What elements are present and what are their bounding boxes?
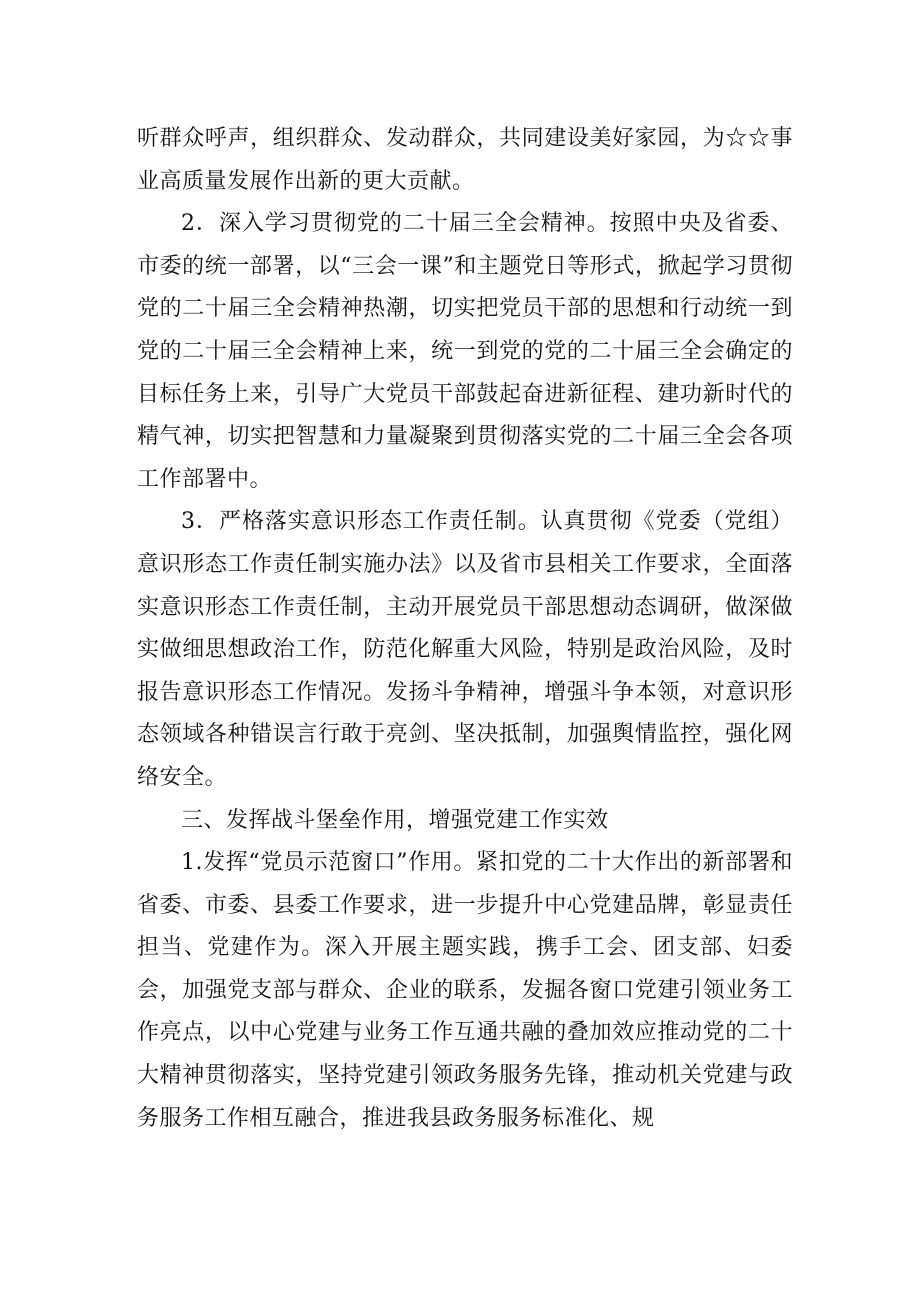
paragraph-continuation: 听群众呼声，组织群众、发动群众，共同建设美好家园，为☆☆事业高质量发展作出新的更大贡献。 [137, 126, 793, 194]
document-body [137, 118, 793, 1140]
paragraph-item-1: 1.发挥“党员示范窗口”作用。紧扣党的二十大作出的新部署和省委、市委、县委工作要求，进一步提升中心党建品牌，彰显责任担当、党建作为。深入开展主题实践，携手工会、团支部、妇委会，加强党支部与群众、企业的联系，发掘各窗口党建引领业务工作亮点，以中心党建与业务工作互通共融的叠加效应推动党的二十大精神贯彻落实，坚持党建引领政务服务先锋，推动机关党建与政务服务工作相互融合，推进我县政务服务标准化、规 [137, 850, 793, 1131]
section-heading: 三、发挥战斗堡垒作用，增强党建工作实效 [181, 807, 609, 833]
paragraph-item-3: 3．严格落实意识形态工作责任制。认真贯彻《党委（党组）意识形态工作责任制实施办法》以及省市县相关工作要求，全面落实意识形态工作责任制，主动开展党员干部思想动态调研，做深做实做细思想政治工作，防范化解重大风险，特别是政治风险，及时报告意识形态工作情况。发扬斗争精神，增强斗争本领，对意识形态领域各种错误言行敢于亮剑、坚决抵制，加强舆情监控，强化网络安全。 [137, 509, 793, 790]
paragraph-item-2: 2．深入学习贯彻党的二十届三全会精神。按照中央及省委、市委的统一部署，以“三会一课”和主题党日等形式，掀起学习贯彻党的二十届三全会精神热潮，切实把党员干部的思想和行动统一到党的二十届三全会精神上来，统一到党的党的二十届三全会确定的目标任务上来，引导广大党员干部鼓起奋进新征程、建功新时代的精气神，切实把智慧和力量凝聚到贯彻落实党的二十届三全会各项工作部署中。 [137, 211, 793, 492]
